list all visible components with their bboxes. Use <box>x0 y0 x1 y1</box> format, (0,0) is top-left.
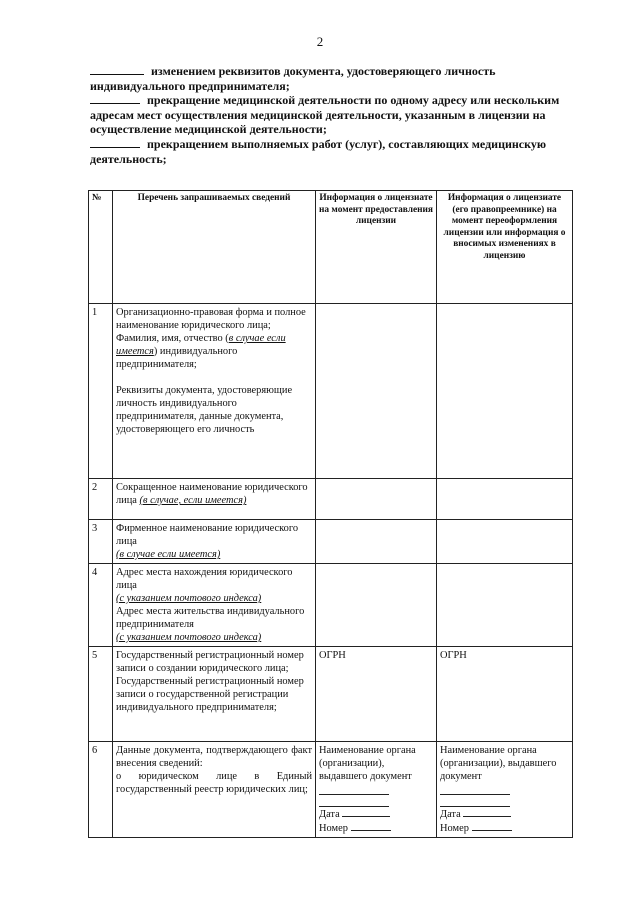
cell-info-at-reissue[interactable] <box>437 304 573 479</box>
fio-text: Фамилия, имя, отчество (в случае если имеется) индивидуального предпринимателя; <box>116 333 286 370</box>
cell-info-at-reissue[interactable] <box>437 564 573 647</box>
number-field[interactable] <box>351 821 391 831</box>
issuer-block-reissue: Наименование органа (организации), выдавшего документ Дата Номер <box>437 742 573 838</box>
table-header-row <box>89 191 573 304</box>
cell-info-at-grant[interactable] <box>316 564 437 647</box>
table-row <box>89 304 573 479</box>
row-number: 1 <box>89 304 113 479</box>
blank-line[interactable] <box>319 796 389 807</box>
table-row <box>89 742 573 838</box>
row-number: 5 <box>89 647 113 742</box>
table-row <box>89 564 573 647</box>
row-number: 2 <box>89 479 113 520</box>
ogrn-label: ОГРН <box>437 647 573 742</box>
row-description: Фирменное наименование юридического лица (в случае если имеется) <box>113 520 316 564</box>
blank-line <box>90 65 144 75</box>
date-field[interactable] <box>463 807 511 817</box>
intro-item-3: прекращением выполняемых работ (услуг), составляющих медицинскую деятельность; <box>90 136 547 166</box>
table-row <box>89 479 573 520</box>
header-info-at-reissue: Информация о лицензиате (его правопреемнике) на момент переоформления лицензии или информация о вносимых изменениях в лицензию <box>437 191 573 304</box>
row-number: 4 <box>89 564 113 647</box>
request-table <box>88 190 573 838</box>
issuer-block-grant: Наименование органа (организации), выдавшего документ Дата Номер <box>316 742 437 838</box>
table-row <box>89 520 573 564</box>
row-description: Адрес места нахождения юридического лица (с указанием почтового индекса) Адрес места жительства индивидуального предпринимателя (с указанием почтового индекса) <box>113 564 316 647</box>
header-info-at-grant: Информация о лицензиате на момент предоставления лицензии <box>316 191 437 304</box>
row-description: Сокращенное наименование юридического лица (в случае, если имеется) <box>113 479 316 520</box>
cell-info-at-grant[interactable] <box>316 304 437 479</box>
blank-line <box>90 94 140 104</box>
row-number: 3 <box>89 520 113 564</box>
row-description: Государственный регистрационный номер записи о создании юридического лица; Государственный регистрационный номер записи о государственной регистрации индивидуального предпринимателя; <box>113 647 316 742</box>
blank-line[interactable] <box>440 784 510 795</box>
row-description: Данные документа, подтверждающего факт внесения сведений: о юридическом лице в Единый государственный реестр юридических лиц; <box>113 742 316 838</box>
intro-block <box>90 64 570 166</box>
cell-info-at-grant[interactable] <box>316 479 437 520</box>
row-number: 6 <box>89 742 113 838</box>
blank-line <box>90 138 140 148</box>
table-row <box>89 647 573 742</box>
date-field[interactable] <box>342 807 390 817</box>
row-description <box>113 304 316 479</box>
header-num: № <box>89 191 113 304</box>
number-field[interactable] <box>472 821 512 831</box>
cell-info-at-reissue[interactable] <box>437 520 573 564</box>
intro-item-1: изменением реквизитов документа, удостоверяющего личность индивидуального предпринимателя; <box>90 64 496 93</box>
org-form-text: Организационно-правовая форма и полное наименование юридического лица; <box>116 307 306 331</box>
cell-info-at-reissue[interactable] <box>437 479 573 520</box>
intro-item-2: прекращение медицинской деятельности по одному адресу или нескольким адресам мест осуществления медицинской деятельности, указанным в лицензии на осуществление медицинской деятельности; <box>90 93 560 137</box>
cell-info-at-grant[interactable] <box>316 520 437 564</box>
id-doc-text: Реквизиты документа, удостоверяющие личность индивидуального предпринимателя, данные документа, удостоверяющего его личность <box>116 385 293 435</box>
page-number: 2 <box>316 34 324 49</box>
blank-line[interactable] <box>440 796 510 807</box>
header-list: Перечень запрашиваемых сведений <box>113 191 316 304</box>
blank-line[interactable] <box>319 784 389 795</box>
ogrn-label: ОГРН <box>316 647 437 742</box>
